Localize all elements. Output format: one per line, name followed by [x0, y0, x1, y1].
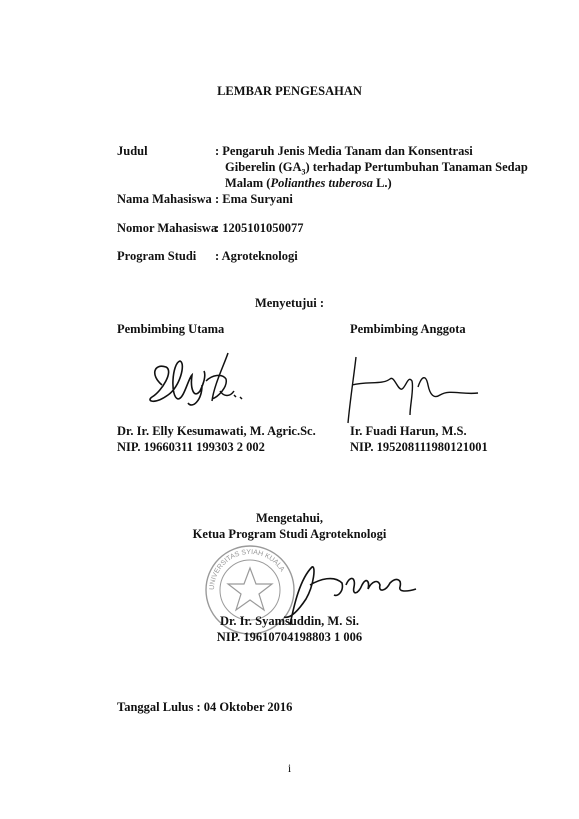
acknowledge-role: Ketua Program Studi Agroteknologi: [192, 527, 387, 541]
judul-subscript: 3: [301, 167, 306, 177]
judul-line-2-rest: ) terhadap Pertumbuhan Tanaman Sedap: [305, 160, 528, 174]
judul-label: Judul: [117, 144, 148, 158]
signature-right: [338, 345, 483, 425]
prodi-value: : Agroteknologi: [215, 249, 298, 263]
nomor-value: : 1205101050077: [215, 221, 304, 235]
left-role: Pembimbing Utama: [117, 322, 225, 336]
right-role: Pembimbing Anggota: [350, 322, 466, 336]
approval-heading: Menyetujui :: [254, 296, 325, 310]
prodi-label: Program Studi: [117, 249, 197, 263]
judul-line-3-rest: L.): [372, 176, 392, 190]
judul-line-1: : Pengaruh Jenis Media Tanam dan Konsentrasi: [215, 144, 473, 158]
page-title: LEMBAR PENGESAHAN: [217, 84, 362, 98]
field-judul: [117, 143, 537, 193]
left-nip: NIP. 19660311 199303 2 002: [117, 440, 265, 454]
judul-line-3-text: Malam (: [225, 176, 271, 190]
acknowledge-nip: NIP. 19610704198803 1 006: [216, 630, 363, 644]
graduation-date: Tanggal Lulus : 04 Oktober 2016: [117, 700, 293, 714]
nama-value: : Ema Suryani: [215, 192, 293, 206]
judul-line-2-text: Giberelin (GA: [225, 160, 302, 174]
page-number: i: [287, 761, 292, 775]
signature-left: [140, 345, 250, 425]
stamp-text: UNIVERSITAS SYIAH KUALA: [208, 548, 286, 591]
species-name: Polianthes tuberosa: [270, 176, 373, 190]
acknowledge-name: Dr. Ir. Syamsuddin, M. Si.: [219, 614, 360, 628]
nomor-label: Nomor Mahasiswa: [117, 221, 218, 235]
acknowledge-heading: Mengetahui,: [255, 511, 323, 525]
left-name: Dr. Ir. Elly Kesumawati, M. Agric.Sc.: [117, 424, 316, 438]
right-name: Ir. Fuadi Harun, M.S.: [350, 424, 467, 438]
judul-line-3: [225, 175, 545, 191]
right-nip: NIP. 195208111980121001: [350, 440, 488, 454]
nama-label: Nama Mahasiswa: [117, 192, 212, 206]
